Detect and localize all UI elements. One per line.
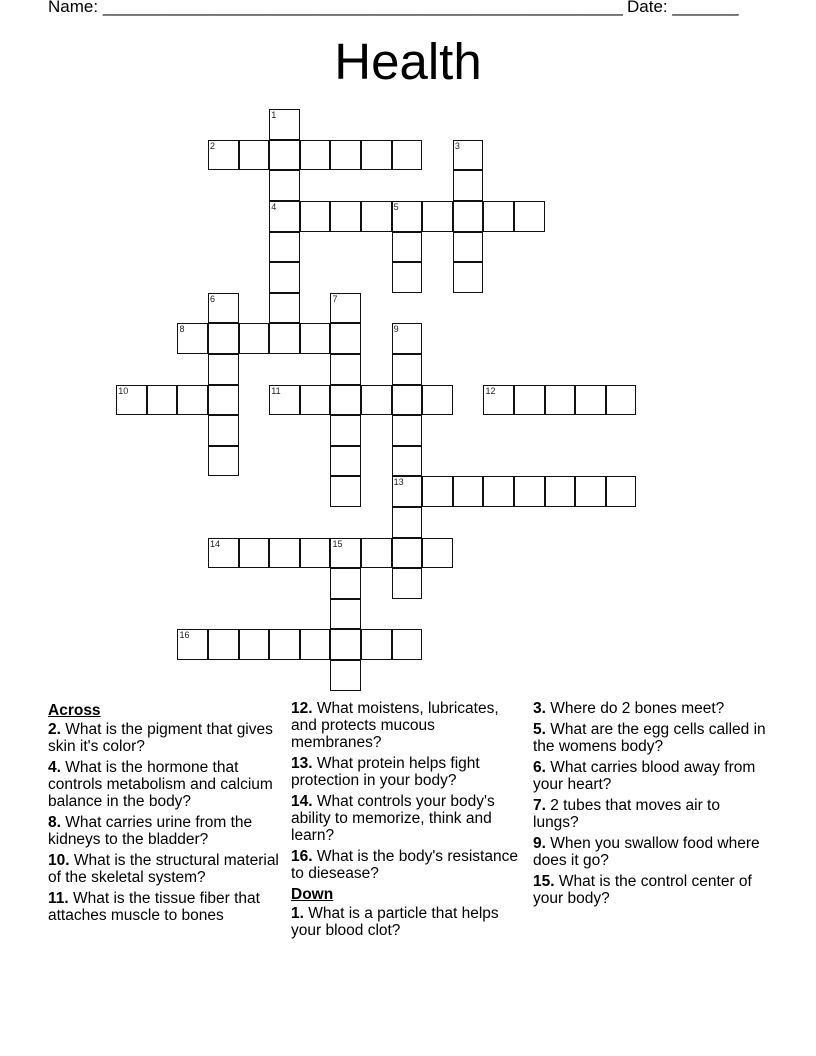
clue-down-5: 5. What are the egg cells called in the womens body? xyxy=(533,721,766,755)
grid-cell[interactable] xyxy=(177,385,208,416)
clue-down-15: 15. What is the control center of your body? xyxy=(533,873,752,907)
grid-cell[interactable] xyxy=(330,568,361,599)
clue-number: 13 xyxy=(393,477,404,488)
grid-cell[interactable] xyxy=(575,476,606,507)
grid-cell[interactable] xyxy=(330,476,361,507)
grid-cell[interactable] xyxy=(453,476,484,507)
clues-column-1 xyxy=(48,700,284,928)
grid-cell[interactable] xyxy=(269,323,300,354)
grid-cell[interactable] xyxy=(330,599,361,630)
grid-cell[interactable] xyxy=(392,385,423,416)
clue-number: 12 xyxy=(485,385,496,396)
grid-cell[interactable] xyxy=(330,201,361,232)
grid-cell[interactable] xyxy=(392,354,423,385)
grid-cell[interactable] xyxy=(269,140,300,171)
grid-cell[interactable] xyxy=(392,262,423,293)
grid-cell[interactable] xyxy=(361,140,392,171)
grid-cell[interactable] xyxy=(177,323,208,354)
grid-cell[interactable] xyxy=(330,385,361,416)
clue-number: 14 xyxy=(210,538,221,549)
grid-cell[interactable] xyxy=(483,201,514,232)
grid-cell[interactable] xyxy=(269,293,300,324)
clue-down-3: 3. Where do 2 bones meet? xyxy=(533,700,725,717)
page-title: Health xyxy=(334,33,482,90)
clue-across-8: 8. What carries urine from the kidneys to the bladder? xyxy=(48,814,253,848)
grid-cell[interactable] xyxy=(330,354,361,385)
date-line[interactable]: _______ xyxy=(672,0,739,16)
clue-number: 11 xyxy=(271,385,281,396)
grid-cell[interactable] xyxy=(330,140,361,171)
grid-cell[interactable] xyxy=(514,476,545,507)
clue-across-2: 2. What is the pigment that gives skin it's color? xyxy=(48,721,273,755)
grid-cell[interactable] xyxy=(606,385,637,416)
grid-cell[interactable] xyxy=(330,660,361,691)
grid-cell[interactable] xyxy=(545,476,576,507)
grid-cell[interactable] xyxy=(269,109,300,140)
grid-cell[interactable] xyxy=(208,354,239,385)
clue-number: 6 xyxy=(210,293,216,304)
grid-cell[interactable] xyxy=(422,538,453,569)
grid-cell[interactable] xyxy=(392,140,423,171)
grid-cell[interactable] xyxy=(453,201,484,232)
down-heading: Down xyxy=(291,886,334,903)
grid-cell[interactable] xyxy=(361,385,392,416)
clue-number: 2 xyxy=(210,140,216,151)
clue-across-16: 16. What is the body's resistance to diesease? xyxy=(291,848,518,882)
grid-cell[interactable] xyxy=(453,262,484,293)
grid-cell[interactable] xyxy=(269,629,300,660)
clue-number: 9 xyxy=(393,324,399,335)
grid-cell[interactable] xyxy=(361,201,392,232)
grid-cell[interactable] xyxy=(269,262,300,293)
grid-cell[interactable] xyxy=(453,170,484,201)
grid-cell[interactable] xyxy=(392,323,423,354)
name-label: Name: xyxy=(48,0,99,16)
clues-column-2 xyxy=(291,700,527,943)
name-field[interactable] xyxy=(48,0,623,17)
grid-cell[interactable] xyxy=(300,201,331,232)
grid-cell[interactable] xyxy=(269,538,300,569)
grid-cell[interactable] xyxy=(483,476,514,507)
grid-cell[interactable] xyxy=(300,538,331,569)
grid-cell[interactable] xyxy=(392,538,423,569)
grid-cell[interactable] xyxy=(269,201,300,232)
clue-across-14: 14. What controls your body's ability to memorize, think and learn? xyxy=(291,793,495,844)
grid-cell[interactable] xyxy=(208,293,239,324)
grid-cell[interactable] xyxy=(392,446,423,477)
grid-cell[interactable] xyxy=(269,170,300,201)
grid-cell[interactable] xyxy=(208,140,239,171)
grid-cell[interactable] xyxy=(300,323,331,354)
clue-number: 15 xyxy=(332,538,343,549)
clue-across-10: 10. What is the structural material of the skeletal system? xyxy=(48,852,279,886)
grid-cell[interactable] xyxy=(208,629,239,660)
clues-column-3 xyxy=(533,700,769,911)
grid-cell[interactable] xyxy=(392,507,423,538)
clue-number: 4 xyxy=(271,202,277,213)
clue-across-4: 4. What is the hormone that controls metabolism and calcium balance in the body? xyxy=(48,759,273,810)
grid-cell[interactable] xyxy=(239,538,270,569)
grid-cell[interactable] xyxy=(483,385,514,416)
grid-cell[interactable] xyxy=(514,201,545,232)
grid-cell[interactable] xyxy=(422,201,453,232)
grid-cell[interactable] xyxy=(177,629,208,660)
grid-cell[interactable] xyxy=(269,232,300,263)
clue-number: 16 xyxy=(179,630,190,641)
grid-cell[interactable] xyxy=(239,140,270,171)
crossword-grid xyxy=(117,110,638,692)
grid-cell[interactable] xyxy=(392,415,423,446)
grid-cell[interactable] xyxy=(575,385,606,416)
grid-cell[interactable] xyxy=(392,201,423,232)
grid-cell[interactable] xyxy=(514,385,545,416)
clue-across-13: 13. What protein helps fight protection in your body? xyxy=(291,755,480,789)
grid-cell[interactable] xyxy=(392,476,423,507)
grid-cell[interactable] xyxy=(300,629,331,660)
grid-cell[interactable] xyxy=(392,629,423,660)
grid-cell[interactable] xyxy=(208,323,239,354)
clue-number: 7 xyxy=(332,293,338,304)
grid-cell[interactable] xyxy=(208,538,239,569)
clue-down-7: 7. 2 tubes that moves air to lungs? xyxy=(533,797,720,831)
clue-number: 8 xyxy=(179,324,185,335)
grid-cell[interactable] xyxy=(361,538,392,569)
grid-cell[interactable] xyxy=(606,476,637,507)
grid-cell[interactable] xyxy=(300,140,331,171)
grid-cell[interactable] xyxy=(116,385,147,416)
grid-cell[interactable] xyxy=(300,385,331,416)
grid-cell[interactable] xyxy=(147,385,178,416)
grid-cell[interactable] xyxy=(239,629,270,660)
clue-number: 10 xyxy=(118,385,129,396)
grid-cell[interactable] xyxy=(330,293,361,324)
grid-cell[interactable] xyxy=(422,476,453,507)
grid-cell[interactable] xyxy=(545,385,576,416)
grid-cell[interactable] xyxy=(453,140,484,171)
clue-across-12: 12. What moistens, lubricates, and protects mucous membranes? xyxy=(291,700,499,751)
clue-number: 3 xyxy=(454,140,460,151)
grid-cell[interactable] xyxy=(392,568,423,599)
date-field[interactable] xyxy=(627,0,739,17)
grid-cell[interactable] xyxy=(239,323,270,354)
grid-cell[interactable] xyxy=(330,323,361,354)
grid-cell[interactable] xyxy=(208,446,239,477)
grid-cell[interactable] xyxy=(330,629,361,660)
grid-cell[interactable] xyxy=(392,232,423,263)
clue-number: 1 xyxy=(271,110,277,121)
grid-cell[interactable] xyxy=(453,232,484,263)
grid-cell[interactable] xyxy=(208,385,239,416)
clue-number: 5 xyxy=(393,202,399,213)
clue-down-6: 6. What carries blood away from your heart? xyxy=(533,759,756,793)
clue-down-9: 9. When you swallow food where does it go? xyxy=(533,835,760,869)
grid-cell[interactable] xyxy=(330,446,361,477)
grid-cell[interactable] xyxy=(330,415,361,446)
clue-across-11: 11. What is the tissue fiber that attaches muscle to bones xyxy=(48,890,260,924)
name-line[interactable]: _______________________________________________________ xyxy=(102,0,623,16)
across-heading: Across xyxy=(48,702,101,719)
grid-cell[interactable] xyxy=(208,415,239,446)
grid-cell[interactable] xyxy=(361,629,392,660)
clue-down-1: 1. What is a particle that helps your blood clot? xyxy=(291,905,499,939)
grid-cell[interactable] xyxy=(269,385,300,416)
grid-cell[interactable] xyxy=(330,538,361,569)
grid-cell[interactable] xyxy=(422,385,453,416)
date-label: Date: xyxy=(627,0,668,16)
